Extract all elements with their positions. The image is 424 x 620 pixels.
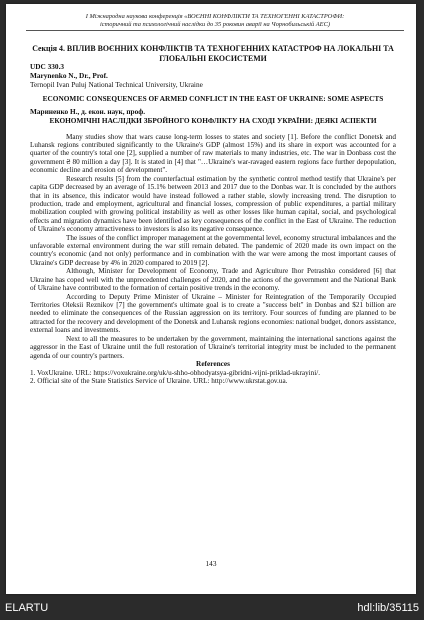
references-heading: References	[196, 358, 230, 368]
paragraph-5: According to Deputy Prime Minister of Ukraine – Minister for Reintegration of the Temporarily Occupied Territories Oleksii Reznikov [7] the government's ultimate goal is to create a "success belt" in Donbas and $21 billion are needed to eliminate the consequences of the Russian aggression on its territory. Four sources of funding are planned to be attracted for the recovery and development of the Donetsk and Luhansk regions economies: national budget, donors assistance, external loans and investments.	[30, 292, 396, 335]
repository-name: ELARTU	[5, 602, 49, 614]
author-ua: Мариненко Н., д. екон. наук, проф.	[30, 107, 146, 117]
section-title: Секція 4. ВПЛИВ ВОЄННИХ КОНФЛІКТІВ ТА ТЕХНОГЕННИХ КАТАСТРОФ НА ЛОКАЛЬНІ ТА ГЛОБАЛЬНІ ЕКОСИСТЕМИ	[32, 44, 394, 63]
author-en: Marynenko N., Dr., Prof.	[30, 70, 108, 80]
article-content	[30, 44, 396, 386]
header-divider	[26, 30, 404, 31]
article-title-en: ECONOMIC CONSEQUENCES OF ARMED CONFLICT IN THE EAST OF UKRAINE: SOME ASPECTS	[42, 93, 384, 103]
header-line-1: І Міжнародна наукова конференція «ВОЄННІ КОНФЛІКТИ ТА ТЕХНОГЕННІ КАТАСТРОФИ:	[85, 13, 345, 20]
document-page	[6, 4, 416, 594]
article-title-ua: ЕКОНОМІЧНІ НАСЛІДКИ ЗБРОЙНОГО КОНФЛІКТУ НА СХОДІ УКРАЇНИ: ДЕЯКІ АСПЕКТИ	[49, 115, 377, 125]
reference-item: 2. Official site of the State Statistics Service of Ukraine. URL: http://www.ukrstat.gov.ua.	[30, 377, 288, 386]
paragraph-2: Research results [5] from the counterfactual estimation by the synthetic control method testify that Ukraine's per capita GDP decreased by an average of 15.1% between 2013 and 2017 due to the Donbas war. It is concluded by the authors that in its absence, this indicator would have instead followed a rather stable, slowly increasing trend. The disruption to production, trade and employment, agricultural and financial losses, compression of public expenditures, a partial military mobilization coupled with growing political instability as well as other losses like human capital, social, and psychological effects and migration dynamics have been identified as key consequences of the conflict in the East of Ukraine. The reduction of Ukraine's economy attractiveness to investors is also its negative consequence.	[30, 174, 396, 234]
affiliation: Ternopil Ivan Puluj National Technical University, Ukraine	[30, 79, 203, 89]
paragraph-3: The issues of the conflict improper management at the governmental level, economy structural imbalances and the unfavorable external environment during the war still remain debated. The pandemic of 2020 made its own impact on the country's economic (and not only) performance and in combination with the war were among the most important causes of Ukraine's GDP decrease by 4% in 2020 compared to 2019 [2].	[30, 233, 396, 267]
handle-id: hdl:lib/35115	[357, 602, 419, 614]
udc-code: UDC 330.3	[30, 62, 65, 72]
page-number: 143	[205, 559, 217, 568]
paragraph-4: Although, Minister for Development of Economy, Trade and Agriculture Ihor Petrashko considered [6] that Ukraine has coped well with the unprecedented challenges of 2020, and the actions of the government and the National Bank of Ukraine have contributed to the formation of certain positive trends in the economy.	[30, 267, 396, 293]
conference-header	[26, 13, 404, 28]
paragraph-6: Next to all the measures to be undertaken by the government, maintaining the international sanctions against the aggressor in the East of Ukraine until the full restoration of Ukraine's territorial integrity must be included to the permanent agenda of our country's partners.	[30, 334, 396, 360]
paragraph-1: Many studies show that wars cause long-term losses to states and society [1]. Before the conflict Donetsk and Luhansk regions contributed significantly to the Ukraine's GDP (almost 15%) and its share in export was accounted for a quarter of the country's total one [2], supplied a number of raw materials to many industries, etc. The war in Donbass cost the government ₴ 80 million a day [3]. It is stated in [4] that "…Ukraine's war-ravaged eastern regions face further depopulation, economic decline and erosion of development".	[30, 132, 396, 175]
reference-item: 1. VoxUkraine. URL: https://voxukraine.org/uk/u-shho-obhodyatsya-gibridni-vijni-priklad-ukrayini/.	[30, 368, 321, 377]
header-line-2: історичний та психологічний наслідки до 35 роковин аварії на Чорнобильській АЕС)	[100, 20, 330, 28]
article-body	[30, 133, 396, 360]
references-list	[30, 369, 396, 386]
repository-footer-bar	[0, 598, 424, 620]
